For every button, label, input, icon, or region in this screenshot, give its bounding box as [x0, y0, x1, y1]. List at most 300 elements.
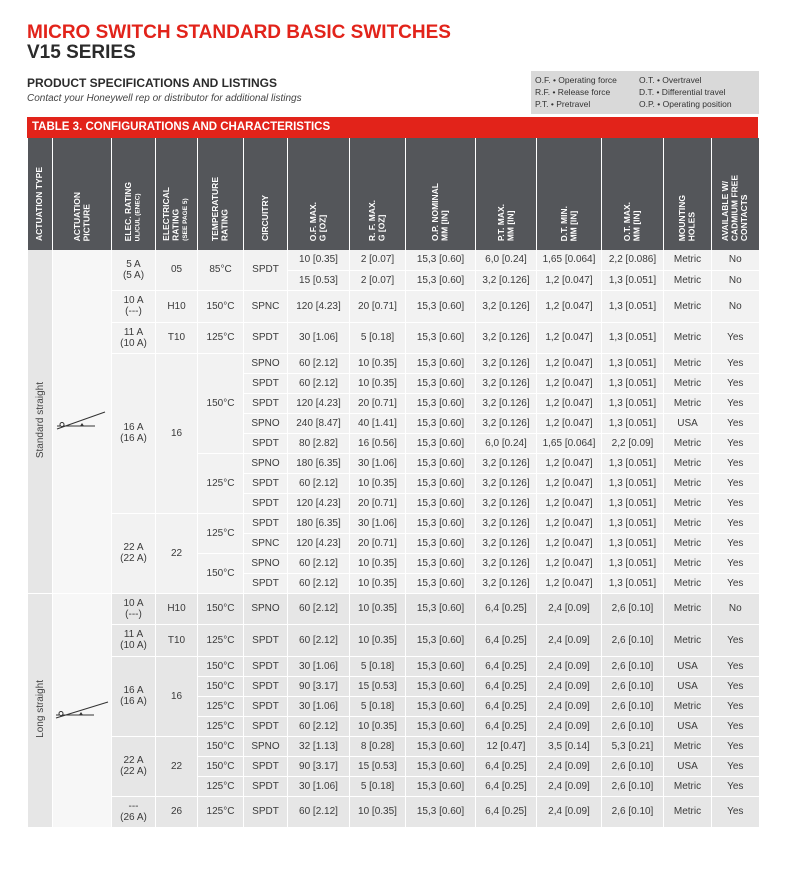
op-cell: 15,3 [0.60] [406, 353, 476, 373]
dt-cell: 1,2 [0.047] [537, 270, 602, 290]
circuitry-cell: SPNO [244, 736, 288, 756]
dt-cell: 1,2 [0.047] [537, 393, 602, 413]
electrical-rating-cell: H10 [156, 290, 198, 322]
mounting-cell: Metric [664, 513, 712, 533]
cadmium-free-cell: Yes [712, 373, 759, 393]
pt-cell: 3,2 [0.126] [476, 453, 537, 473]
of-cell: 80 [2.82] [288, 433, 350, 453]
of-cell: 120 [4.23] [288, 290, 350, 322]
temperature-cell: 150°C [198, 353, 244, 453]
cadmium-free-cell: Yes [712, 353, 759, 373]
mounting-cell: Metric [664, 533, 712, 553]
circuitry-cell: SPNC [244, 290, 288, 322]
pt-cell: 3,2 [0.126] [476, 493, 537, 513]
circuitry-cell: SPDT [244, 624, 288, 656]
electrical-rating-cell: T10 [156, 322, 198, 353]
dt-cell: 1,2 [0.047] [537, 573, 602, 593]
mounting-cell: Metric [664, 493, 712, 513]
op-cell: 15,3 [0.60] [406, 716, 476, 736]
temperature-cell: 150°C [198, 736, 244, 756]
electrical-rating-cell: H10 [156, 593, 198, 624]
table-title: TABLE 3. CONFIGURATIONS AND CHARACTERISTICS [27, 117, 758, 138]
circuitry-cell: SPDT [244, 250, 288, 290]
col-temperature: TEMPERATURE RATING [198, 138, 244, 250]
temperature-cell: 125°C [198, 696, 244, 716]
electrical-rating-cell: 05 [156, 250, 198, 290]
op-cell: 15,3 [0.60] [406, 533, 476, 553]
op-cell: 15,3 [0.60] [406, 433, 476, 453]
op-cell: 15,3 [0.60] [406, 676, 476, 696]
dt-cell: 2,4 [0.09] [537, 624, 602, 656]
rf-cell: 10 [0.35] [350, 473, 406, 493]
ot-cell: 2,6 [0.10] [602, 676, 664, 696]
dt-cell: 1,65 [0.064] [537, 433, 602, 453]
circuitry-cell: SPDT [244, 373, 288, 393]
pt-cell: 6,4 [0.25] [476, 656, 537, 676]
ot-cell: 1,3 [0.051] [602, 453, 664, 473]
pt-cell: 6,0 [0.24] [476, 433, 537, 453]
ot-cell: 2,6 [0.10] [602, 756, 664, 776]
dt-cell: 1,2 [0.047] [537, 322, 602, 353]
cadmium-free-cell: Yes [712, 736, 759, 756]
of-cell: 180 [6.35] [288, 513, 350, 533]
dt-cell: 2,4 [0.09] [537, 776, 602, 796]
ot-cell: 1,3 [0.051] [602, 413, 664, 433]
pt-cell: 6,4 [0.25] [476, 756, 537, 776]
group-standard-straight [28, 250, 759, 593]
cadmium-free-cell: Yes [712, 413, 759, 433]
op-cell: 15,3 [0.60] [406, 270, 476, 290]
dt-cell: 2,4 [0.09] [537, 593, 602, 624]
dt-cell: 3,5 [0.14] [537, 736, 602, 756]
mounting-cell: Metric [664, 473, 712, 493]
rf-cell: 20 [0.71] [350, 393, 406, 413]
col-of-max: O.F. MAX. G [OZ] [288, 138, 350, 250]
ot-cell: 5,3 [0.21] [602, 736, 664, 756]
ot-cell: 2,6 [0.10] [602, 656, 664, 676]
op-cell: 15,3 [0.60] [406, 736, 476, 756]
page-title: MICRO SWITCH STANDARD BASIC SWITCHES [27, 22, 451, 43]
ot-cell: 2,6 [0.10] [602, 776, 664, 796]
table-row [28, 593, 759, 624]
circuitry-cell: SPDT [244, 573, 288, 593]
pt-cell: 6,4 [0.25] [476, 796, 537, 827]
col-op-nominal: O.P. NOMINAL MM [IN] [406, 138, 476, 250]
ot-cell: 1,3 [0.051] [602, 270, 664, 290]
cadmium-free-cell: Yes [712, 624, 759, 656]
mounting-cell: Metric [664, 290, 712, 322]
mounting-cell: Metric [664, 250, 712, 270]
rf-cell: 2 [0.07] [350, 270, 406, 290]
mounting-cell: Metric [664, 593, 712, 624]
long-straight-lever-icon [54, 699, 110, 721]
electrical-rating-cell: 22 [156, 736, 198, 796]
rf-cell: 10 [0.35] [350, 593, 406, 624]
circuitry-cell: SPDT [244, 473, 288, 493]
dt-cell: 1,2 [0.047] [537, 413, 602, 433]
cadmium-free-cell: Yes [712, 513, 759, 533]
circuitry-cell: SPDT [244, 322, 288, 353]
elec-rating-cell: 10 A (---) [112, 290, 156, 322]
mounting-cell: Metric [664, 353, 712, 373]
col-actuation-type: ACTUATION TYPE [28, 138, 53, 250]
cadmium-free-cell: Yes [712, 696, 759, 716]
rf-cell: 15 [0.53] [350, 756, 406, 776]
pt-cell: 6,4 [0.25] [476, 696, 537, 716]
mounting-cell: USA [664, 756, 712, 776]
op-cell: 15,3 [0.60] [406, 756, 476, 776]
cadmium-free-cell: Yes [712, 676, 759, 696]
of-cell: 60 [2.12] [288, 573, 350, 593]
pt-cell: 3,2 [0.126] [476, 322, 537, 353]
mounting-cell: Metric [664, 270, 712, 290]
op-cell: 15,3 [0.60] [406, 796, 476, 827]
elec-rating-cell: 16 A (16 A) [112, 353, 156, 513]
cadmium-free-cell: Yes [712, 533, 759, 553]
dt-cell: 1,2 [0.047] [537, 553, 602, 573]
op-cell: 15,3 [0.60] [406, 250, 476, 270]
legend-item: O.F. • Operating force [535, 75, 617, 85]
of-cell: 60 [2.12] [288, 473, 350, 493]
temperature-cell: 125°C [198, 796, 244, 827]
electrical-rating-cell: 22 [156, 513, 198, 593]
circuitry-cell: SPDT [244, 433, 288, 453]
cadmium-free-cell: Yes [712, 656, 759, 676]
op-cell: 15,3 [0.60] [406, 553, 476, 573]
op-cell: 15,3 [0.60] [406, 493, 476, 513]
temperature-cell: 125°C [198, 624, 244, 656]
rf-cell: 10 [0.35] [350, 716, 406, 736]
op-cell: 15,3 [0.60] [406, 593, 476, 624]
of-cell: 240 [8.47] [288, 413, 350, 433]
ot-cell: 2,2 [0.086] [602, 250, 664, 270]
rf-cell: 30 [1.06] [350, 453, 406, 473]
of-cell: 10 [0.35] [288, 250, 350, 270]
op-cell: 15,3 [0.60] [406, 453, 476, 473]
header-row [28, 138, 759, 250]
abbreviation-legend [531, 71, 759, 114]
col-elec-rating: ELEC. RATING UL/CUL (ENEC) [112, 138, 156, 250]
of-cell: 15 [0.53] [288, 270, 350, 290]
circuitry-cell: SPDT [244, 676, 288, 696]
col-actuation-picture: ACTUATION PICTURE [53, 138, 112, 250]
pt-cell: 3,2 [0.126] [476, 373, 537, 393]
pt-cell: 3,2 [0.126] [476, 290, 537, 322]
rf-cell: 5 [0.18] [350, 776, 406, 796]
op-cell: 15,3 [0.60] [406, 322, 476, 353]
cadmium-free-cell: No [712, 250, 759, 270]
cadmium-free-cell: Yes [712, 493, 759, 513]
pt-cell: 3,2 [0.126] [476, 413, 537, 433]
of-cell: 90 [3.17] [288, 676, 350, 696]
ot-cell: 2,6 [0.10] [602, 696, 664, 716]
cadmium-free-cell: Yes [712, 322, 759, 353]
elec-rating-cell: 11 A (10 A) [112, 322, 156, 353]
cadmium-free-cell: No [712, 270, 759, 290]
rf-cell: 5 [0.18] [350, 322, 406, 353]
cadmium-free-cell: No [712, 290, 759, 322]
pt-cell: 3,2 [0.126] [476, 533, 537, 553]
rf-cell: 10 [0.35] [350, 373, 406, 393]
rf-cell: 15 [0.53] [350, 676, 406, 696]
op-cell: 15,3 [0.60] [406, 696, 476, 716]
mounting-cell: USA [664, 656, 712, 676]
table-row [28, 322, 759, 353]
of-cell: 60 [2.12] [288, 796, 350, 827]
mounting-cell: Metric [664, 373, 712, 393]
standard-straight-lever-icon [55, 410, 109, 432]
elec-rating-cell: 11 A (10 A) [112, 624, 156, 656]
dt-cell: 2,4 [0.09] [537, 796, 602, 827]
pt-cell: 12 [0.47] [476, 736, 537, 756]
of-cell: 32 [1.13] [288, 736, 350, 756]
pt-cell: 6,4 [0.25] [476, 776, 537, 796]
rf-cell: 5 [0.18] [350, 656, 406, 676]
rf-cell: 20 [0.71] [350, 493, 406, 513]
ot-cell: 1,3 [0.051] [602, 353, 664, 373]
mounting-cell: USA [664, 716, 712, 736]
ot-cell: 1,3 [0.051] [602, 473, 664, 493]
op-cell: 15,3 [0.60] [406, 290, 476, 322]
ot-cell: 2,6 [0.10] [602, 593, 664, 624]
rf-cell: 16 [0.56] [350, 433, 406, 453]
rf-cell: 10 [0.35] [350, 624, 406, 656]
cadmium-free-cell: Yes [712, 573, 759, 593]
section-heading: PRODUCT SPECIFICATIONS AND LISTINGS [27, 76, 278, 90]
rf-cell: 40 [1.41] [350, 413, 406, 433]
rf-cell: 20 [0.71] [350, 533, 406, 553]
table-row [28, 736, 759, 756]
dt-cell: 1,2 [0.047] [537, 493, 602, 513]
mounting-cell: Metric [664, 553, 712, 573]
table-row [28, 290, 759, 322]
dt-cell: 1,2 [0.047] [537, 353, 602, 373]
temperature-cell: 125°C [198, 322, 244, 353]
elec-rating-cell: 22 A (22 A) [112, 513, 156, 593]
series-title: V15 SERIES [27, 42, 136, 63]
of-cell: 120 [4.23] [288, 393, 350, 413]
of-cell: 60 [2.12] [288, 593, 350, 624]
ot-cell: 1,3 [0.051] [602, 393, 664, 413]
pt-cell: 6,4 [0.25] [476, 676, 537, 696]
op-cell: 15,3 [0.60] [406, 573, 476, 593]
col-electrical-rating: ELECTRICAL RATING (SEE PAGE 5) [156, 138, 198, 250]
op-cell: 15,3 [0.60] [406, 413, 476, 433]
legend-item: O.P. • Operating position [639, 99, 732, 109]
elec-rating-cell: 10 A (---) [112, 593, 156, 624]
temperature-cell: 150°C [198, 553, 244, 593]
dt-cell: 2,4 [0.09] [537, 656, 602, 676]
of-cell: 120 [4.23] [288, 493, 350, 513]
of-cell: 180 [6.35] [288, 453, 350, 473]
circuitry-cell: SPDT [244, 493, 288, 513]
mounting-cell: Metric [664, 322, 712, 353]
electrical-rating-cell: 16 [156, 656, 198, 736]
mounting-cell: Metric [664, 696, 712, 716]
table-row [28, 513, 759, 533]
electrical-rating-cell: T10 [156, 624, 198, 656]
temperature-cell: 125°C [198, 513, 244, 553]
temperature-cell: 150°C [198, 756, 244, 776]
dt-cell: 1,2 [0.047] [537, 533, 602, 553]
mounting-cell: Metric [664, 796, 712, 827]
pt-cell: 6,4 [0.25] [476, 716, 537, 736]
electrical-rating-cell: 16 [156, 353, 198, 513]
table-row [28, 796, 759, 827]
legend-item: D.T. • Differential travel [639, 87, 726, 97]
of-cell: 60 [2.12] [288, 716, 350, 736]
col-circuitry: CIRCUITRY [244, 138, 288, 250]
col-pt-max: P.T. MAX. MM [IN] [476, 138, 537, 250]
op-cell: 15,3 [0.60] [406, 776, 476, 796]
col-cadmium-free: AVAILABLE W/ CADMIUM FREE CONTACTS [712, 138, 759, 250]
dt-cell: 1,2 [0.047] [537, 513, 602, 533]
group-long-straight [28, 593, 759, 827]
table-row [28, 624, 759, 656]
col-mounting-holes: MOUNTING HOLES [664, 138, 712, 250]
mounting-cell: Metric [664, 736, 712, 756]
op-cell: 15,3 [0.60] [406, 473, 476, 493]
op-cell: 15,3 [0.60] [406, 373, 476, 393]
dt-cell: 1,2 [0.047] [537, 290, 602, 322]
temperature-cell: 150°C [198, 593, 244, 624]
cadmium-free-cell: No [712, 593, 759, 624]
elec-rating-cell: 16 A (16 A) [112, 656, 156, 736]
circuitry-cell: SPNO [244, 453, 288, 473]
cadmium-free-cell: Yes [712, 776, 759, 796]
dt-cell: 2,4 [0.09] [537, 696, 602, 716]
pt-cell: 3,2 [0.126] [476, 573, 537, 593]
of-cell: 30 [1.06] [288, 696, 350, 716]
actuation-picture-cell [53, 593, 112, 827]
temperature-cell: 125°C [198, 716, 244, 736]
op-cell: 15,3 [0.60] [406, 656, 476, 676]
dt-cell: 1,2 [0.047] [537, 373, 602, 393]
of-cell: 30 [1.06] [288, 322, 350, 353]
op-cell: 15,3 [0.60] [406, 624, 476, 656]
rf-cell: 10 [0.35] [350, 796, 406, 827]
temperature-cell: 150°C [198, 656, 244, 676]
col-rf-max: R. F. MAX. G [OZ] [350, 138, 406, 250]
rf-cell: 10 [0.35] [350, 573, 406, 593]
elec-rating-cell: --- (26 A) [112, 796, 156, 827]
ot-cell: 1,3 [0.051] [602, 553, 664, 573]
circuitry-cell: SPDT [244, 796, 288, 827]
table-row [28, 656, 759, 676]
op-cell: 15,3 [0.60] [406, 393, 476, 413]
of-cell: 30 [1.06] [288, 776, 350, 796]
dt-cell: 1,65 [0.064] [537, 250, 602, 270]
temperature-cell: 150°C [198, 290, 244, 322]
circuitry-cell: SPDT [244, 776, 288, 796]
table-row [28, 250, 759, 270]
dt-cell: 1,2 [0.047] [537, 453, 602, 473]
circuitry-cell: SPNO [244, 413, 288, 433]
temperature-cell: 125°C [198, 776, 244, 796]
pt-cell: 6,0 [0.24] [476, 250, 537, 270]
ot-cell: 1,3 [0.051] [602, 493, 664, 513]
ot-cell: 1,3 [0.051] [602, 373, 664, 393]
dt-cell: 2,4 [0.09] [537, 756, 602, 776]
circuitry-cell: SPDT [244, 656, 288, 676]
op-cell: 15,3 [0.60] [406, 513, 476, 533]
configurations-table [27, 138, 759, 828]
of-cell: 60 [2.12] [288, 553, 350, 573]
pt-cell: 3,2 [0.126] [476, 270, 537, 290]
ot-cell: 1,3 [0.051] [602, 573, 664, 593]
actuation-type-cell: Standard straight [28, 250, 53, 593]
mounting-cell: USA [664, 413, 712, 433]
dt-cell: 2,4 [0.09] [537, 716, 602, 736]
cadmium-free-cell: Yes [712, 716, 759, 736]
temperature-cell: 85°C [198, 250, 244, 290]
of-cell: 60 [2.12] [288, 624, 350, 656]
ot-cell: 2,6 [0.10] [602, 624, 664, 656]
rf-cell: 5 [0.18] [350, 696, 406, 716]
mounting-cell: Metric [664, 624, 712, 656]
cadmium-free-cell: Yes [712, 473, 759, 493]
ot-cell: 1,3 [0.051] [602, 513, 664, 533]
circuitry-cell: SPNO [244, 593, 288, 624]
circuitry-cell: SPDT [244, 756, 288, 776]
cadmium-free-cell: Yes [712, 453, 759, 473]
rf-cell: 30 [1.06] [350, 513, 406, 533]
mounting-cell: Metric [664, 776, 712, 796]
col-ot-max: O.T. MAX. MM [IN] [602, 138, 664, 250]
mounting-cell: USA [664, 676, 712, 696]
pt-cell: 6,4 [0.25] [476, 624, 537, 656]
ot-cell: 2,2 [0.09] [602, 433, 664, 453]
of-cell: 120 [4.23] [288, 533, 350, 553]
of-cell: 60 [2.12] [288, 373, 350, 393]
pt-cell: 3,2 [0.126] [476, 393, 537, 413]
circuitry-cell: SPDT [244, 393, 288, 413]
mounting-cell: Metric [664, 433, 712, 453]
pt-cell: 3,2 [0.126] [476, 353, 537, 373]
circuitry-cell: SPNC [244, 533, 288, 553]
mounting-cell: Metric [664, 573, 712, 593]
of-cell: 60 [2.12] [288, 353, 350, 373]
cadmium-free-cell: Yes [712, 796, 759, 827]
circuitry-cell: SPDT [244, 716, 288, 736]
elec-rating-cell: 22 A (22 A) [112, 736, 156, 796]
ot-cell: 1,3 [0.051] [602, 533, 664, 553]
dt-cell: 1,2 [0.047] [537, 473, 602, 493]
electrical-rating-cell: 26 [156, 796, 198, 827]
dt-cell: 2,4 [0.09] [537, 676, 602, 696]
circuitry-cell: SPDT [244, 513, 288, 533]
of-cell: 90 [3.17] [288, 756, 350, 776]
ot-cell: 1,3 [0.051] [602, 290, 664, 322]
circuitry-cell: SPDT [244, 696, 288, 716]
actuation-type-cell: Long straight [28, 593, 53, 827]
table-row [28, 353, 759, 373]
pt-cell: 3,2 [0.126] [476, 553, 537, 573]
legend-item: R.F. • Release force [535, 87, 611, 97]
of-cell: 30 [1.06] [288, 656, 350, 676]
col-dt-min: D.T. MIN. MM [IN] [537, 138, 602, 250]
legend-item: P.T. • Pretravel [535, 99, 591, 109]
cadmium-free-cell: Yes [712, 393, 759, 413]
mounting-cell: Metric [664, 453, 712, 473]
ot-cell: 2,6 [0.10] [602, 716, 664, 736]
rf-cell: 10 [0.35] [350, 353, 406, 373]
rf-cell: 8 [0.28] [350, 736, 406, 756]
pt-cell: 6,4 [0.25] [476, 593, 537, 624]
pt-cell: 3,2 [0.126] [476, 473, 537, 493]
ot-cell: 2,6 [0.10] [602, 796, 664, 827]
temperature-cell: 150°C [198, 676, 244, 696]
